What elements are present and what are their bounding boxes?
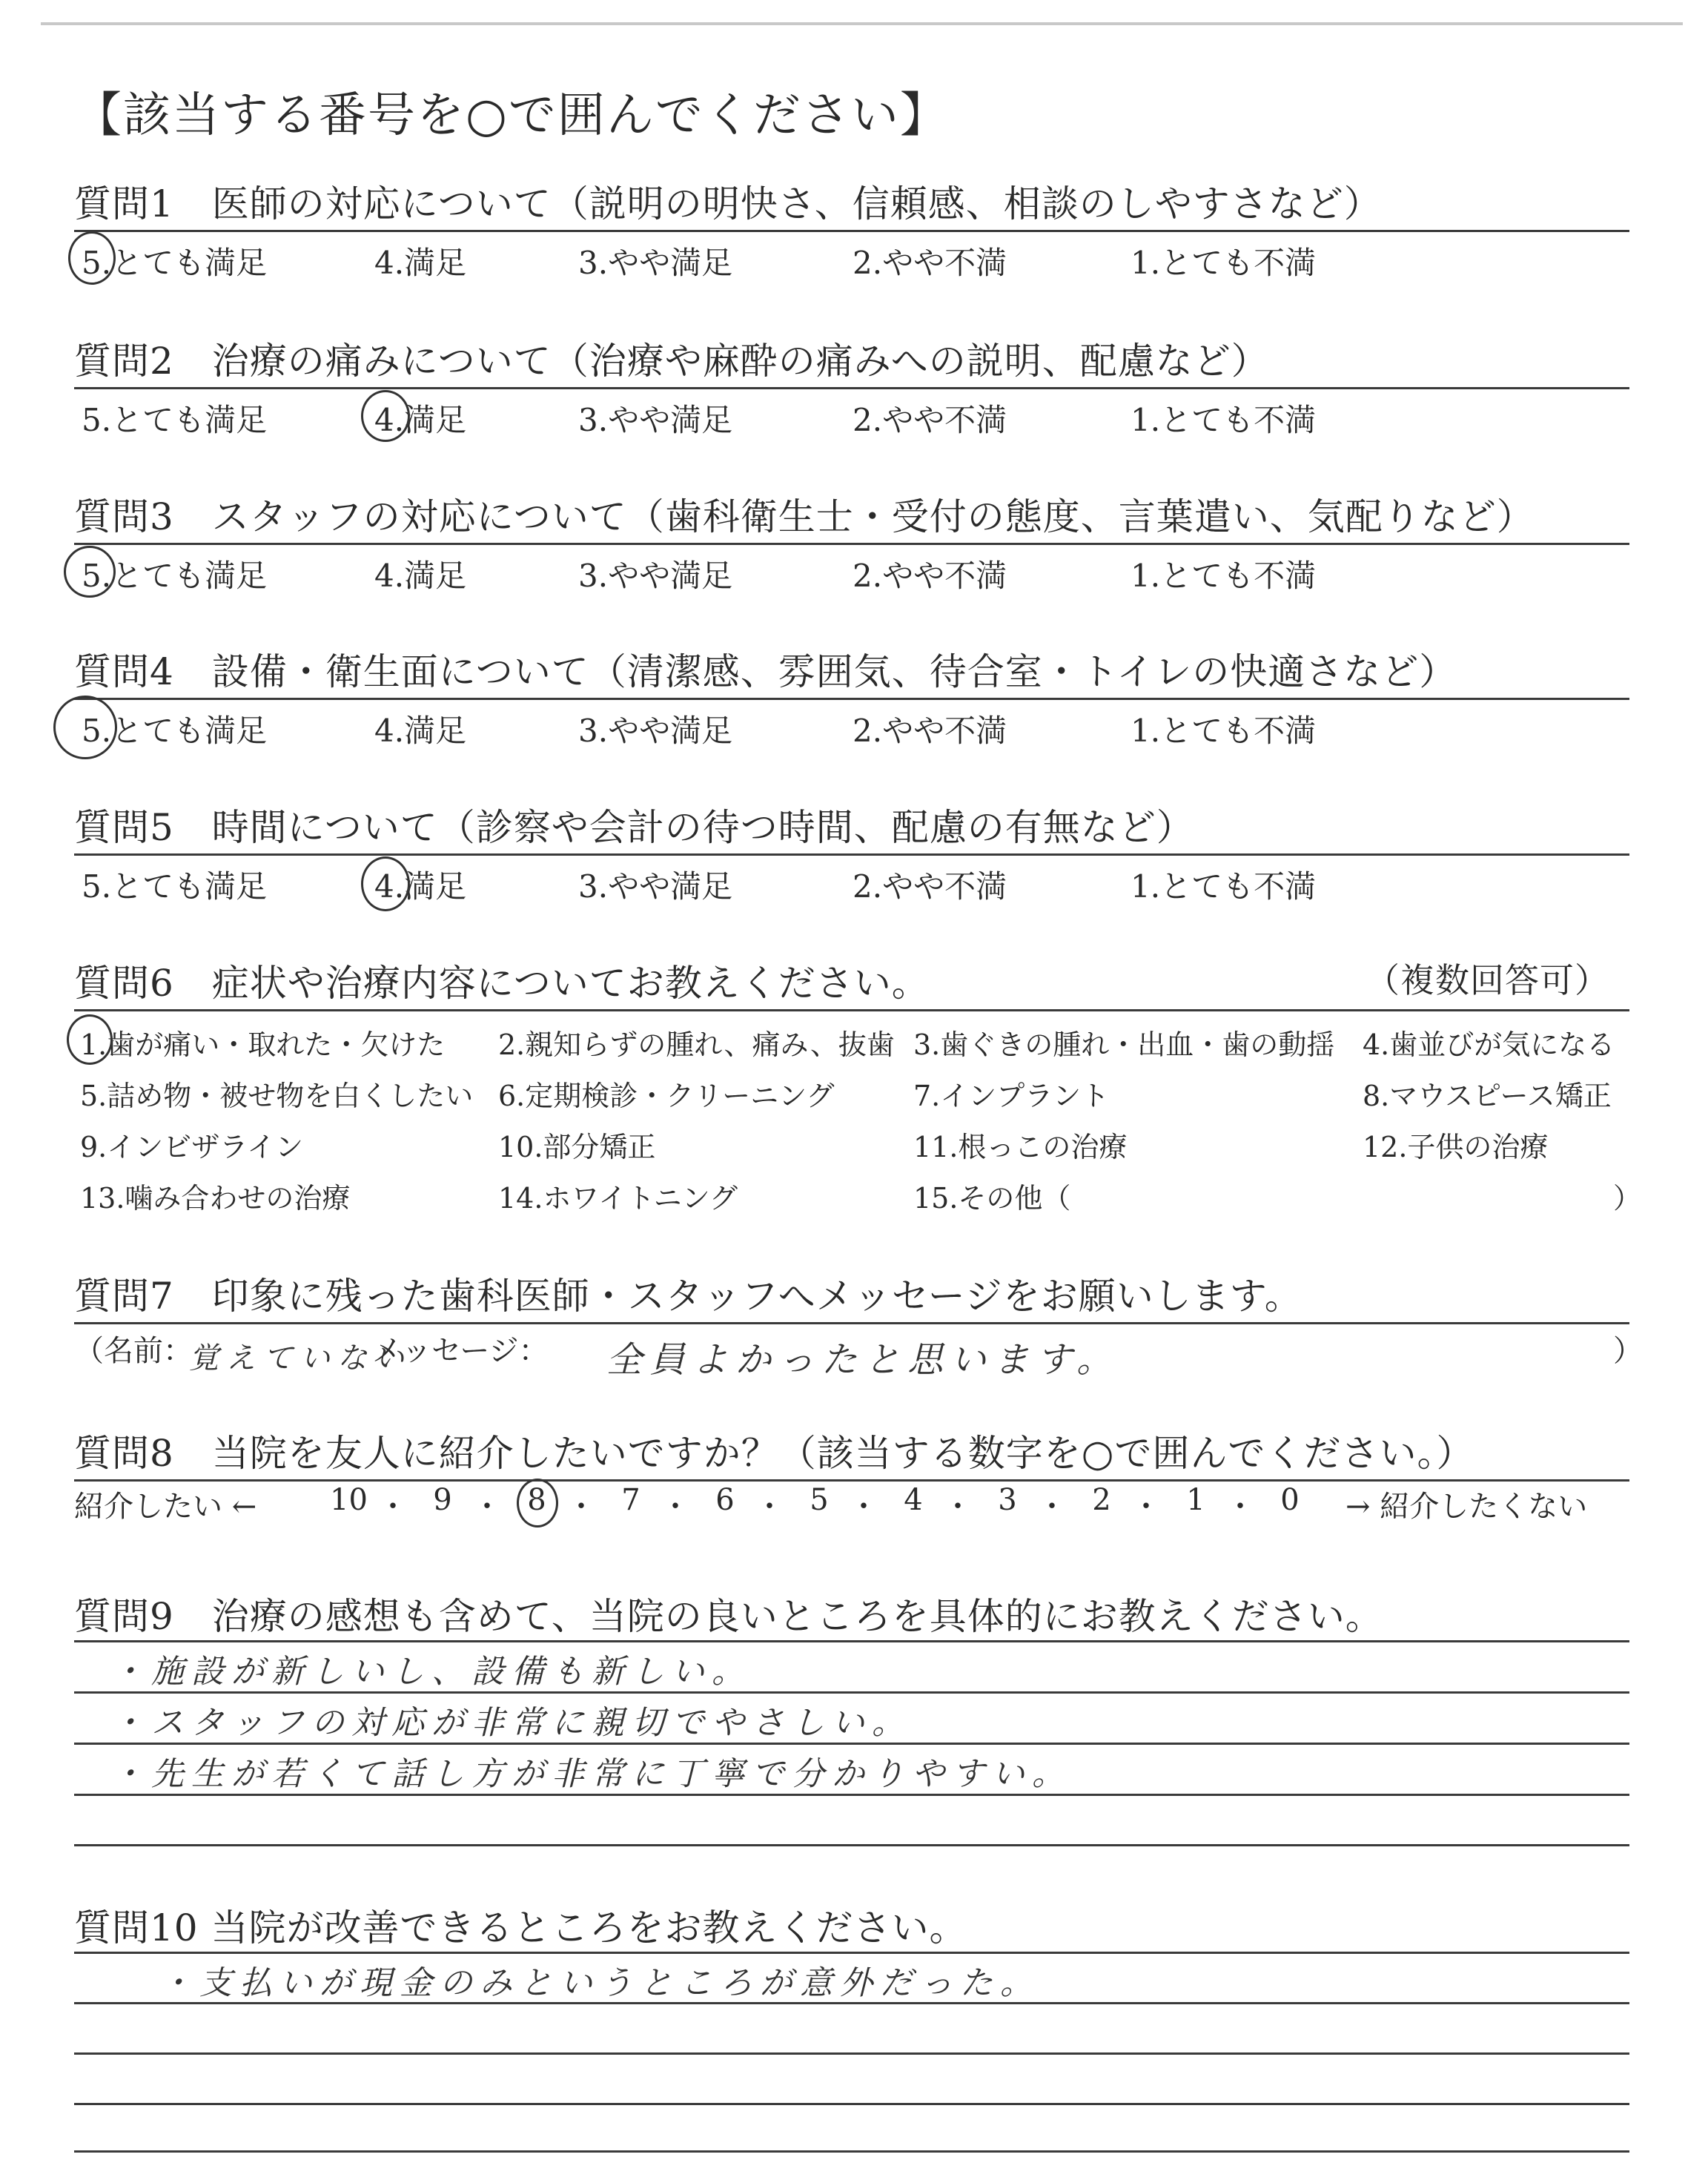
q2-rule	[74, 387, 1629, 389]
q8-scale-1[interactable]: 1	[1186, 1483, 1205, 1517]
q2-selection-circle	[361, 390, 410, 442]
q6-item-9[interactable]: 9.インビザライン	[80, 1131, 304, 1163]
q7-name-label: （名前：	[74, 1334, 193, 1368]
q8-scale-5[interactable]: 5	[810, 1483, 829, 1517]
q8-left-label: 紹介したい ←	[74, 1490, 257, 1524]
q4-selection-circle	[53, 696, 117, 759]
q4-title: 質問4 設備・衛生面について（清潔感、雰囲気、待合室・トイレの快適さなど）	[74, 650, 1457, 693]
q5-option-3[interactable]: 3.やや満足	[578, 868, 733, 905]
q2-title: 質問2 治療の痛みについて（治療や麻酔の痛みへの説明、配慮など）	[74, 340, 1269, 383]
q9-rule-0	[74, 1640, 1629, 1642]
q8-selection-circle	[517, 1479, 558, 1527]
q5-rule	[74, 853, 1629, 856]
q4-option-1[interactable]: 1.とても不満	[1131, 713, 1317, 749]
q6-item-1[interactable]: 1.歯が痛い・取れた・欠けた	[80, 1028, 446, 1061]
q8-scale-7[interactable]: 7	[621, 1483, 640, 1517]
q4-option-2[interactable]: 2.やや不満	[853, 713, 1007, 749]
q6-multiple-note: （複数回答可）	[1366, 960, 1609, 1000]
q10-rule-0	[74, 1952, 1629, 1954]
q2-option-1[interactable]: 1.とても不満	[1131, 402, 1317, 438]
q1-option-1[interactable]: 1.とても不満	[1131, 245, 1317, 281]
q5-title: 質問5 時間について（診察や会計の待つ時間、配慮の有無など）	[74, 806, 1194, 849]
q6-item-13[interactable]: 13.噛み合わせの治療	[80, 1182, 351, 1215]
q10-answer-line-1[interactable]: ・支払いが現金のみというところが意外だった。	[159, 1964, 1040, 2002]
q9-answer-line-2[interactable]: ・スタッフの対応が非常に親切でやさしい。	[111, 1704, 912, 1742]
q8-scale-6[interactable]: 6	[715, 1483, 735, 1517]
scan-top-edge	[41, 22, 1683, 25]
q8-scale-separator: ・	[472, 1490, 502, 1524]
q9-answer-line-3[interactable]: ・先生が若くて話し方が非常に丁寧で分かりやすい。	[111, 1755, 1072, 1793]
q6-item-10[interactable]: 10.部分矯正	[498, 1131, 656, 1163]
form-header: 【該当する番号を○で囲んでください】	[74, 88, 949, 143]
q6-other-close-paren: ）	[1613, 1182, 1642, 1215]
q8-scale-separator: ・	[1225, 1490, 1255, 1524]
q5-option-5[interactable]: 5.とても満足	[82, 868, 268, 905]
q9-rule-2	[74, 1743, 1629, 1745]
q8-scale-separator: ・	[943, 1490, 973, 1524]
q1-selection-circle	[68, 231, 116, 285]
q8-scale-separator: ・	[378, 1490, 408, 1524]
q1-option-5[interactable]: 5.とても満足	[82, 245, 268, 281]
q8-scale-10[interactable]: 10	[330, 1483, 368, 1517]
q5-option-1[interactable]: 1.とても不満	[1131, 868, 1317, 905]
q4-rule	[74, 698, 1629, 700]
q10-rule-4	[74, 2150, 1629, 2153]
q10-rule-2	[74, 2052, 1629, 2055]
q4-option-3[interactable]: 3.やや満足	[578, 713, 733, 749]
q6-item-5[interactable]: 5.詰め物・被せ物を白くしたい	[80, 1080, 474, 1112]
q7-name-value[interactable]: 覚えていない	[189, 1341, 411, 1375]
q6-item-14[interactable]: 14.ホワイトニング	[498, 1182, 738, 1215]
q7-title: 質問7 印象に残った歯科医師・スタッフへメッセージをお願いします。	[74, 1275, 1302, 1318]
q9-rule-1	[74, 1691, 1629, 1694]
q8-scale-separator: ・	[566, 1490, 596, 1524]
q7-message-label: メッセージ：	[372, 1334, 549, 1368]
q10-rule-1	[74, 2002, 1629, 2004]
q9-rule-4	[74, 1844, 1629, 1846]
q8-rule	[74, 1479, 1629, 1482]
q8-scale-separator: ・	[1131, 1490, 1161, 1524]
q6-selection-circle	[67, 1014, 113, 1065]
q1-rule	[74, 230, 1629, 232]
q4-option-5[interactable]: 5.とても満足	[82, 713, 268, 749]
q6-item-15[interactable]: 15.その他（	[913, 1182, 1071, 1215]
q10-rule-3	[74, 2103, 1629, 2105]
q8-scale-8[interactable]: 8	[527, 1483, 546, 1517]
q9-answer-line-1[interactable]: ・施設が新しいし、設備も新しい。	[111, 1653, 752, 1691]
q8-scale-2[interactable]: 2	[1092, 1483, 1111, 1517]
q6-item-7[interactable]: 7.インプラント	[913, 1080, 1110, 1112]
q1-option-3[interactable]: 3.やや満足	[578, 245, 733, 281]
q6-item-6[interactable]: 6.定期検診・クリーニング	[498, 1080, 835, 1112]
q7-message-value[interactable]: 全員よかったと思います。	[606, 1339, 1120, 1381]
q3-option-5[interactable]: 5.とても満足	[82, 558, 268, 594]
q6-item-12[interactable]: 12.子供の治療	[1363, 1131, 1549, 1163]
q3-selection-circle	[64, 546, 116, 598]
q2-option-3[interactable]: 3.やや満足	[578, 402, 733, 438]
q3-option-1[interactable]: 1.とても不満	[1131, 558, 1317, 594]
q3-option-4[interactable]: 4.満足	[374, 558, 467, 594]
q6-item-2[interactable]: 2.親知らずの腫れ、痛み、抜歯	[498, 1028, 895, 1061]
q8-scale-0[interactable]: 0	[1280, 1483, 1300, 1517]
q8-scale-separator: ・	[1037, 1490, 1067, 1524]
q9-rule-3	[74, 1794, 1629, 1796]
q2-option-2[interactable]: 2.やや不満	[853, 402, 1007, 438]
q6-item-8[interactable]: 8.マウスピース矯正	[1363, 1080, 1612, 1112]
q8-scale-4[interactable]: 4	[904, 1483, 923, 1517]
q1-title: 質問1 医師の対応について（説明の明快さ、信頼感、相談のしやすさなど）	[74, 182, 1382, 225]
q2-option-5[interactable]: 5.とても満足	[82, 402, 268, 438]
q8-scale-9[interactable]: 9	[433, 1483, 452, 1517]
q10-title: 質問10 当院が改善できるところをお教えください。	[74, 1906, 967, 1949]
q8-scale-separator: ・	[755, 1490, 784, 1524]
q8-scale-separator: ・	[849, 1490, 878, 1524]
q7-rule	[74, 1322, 1629, 1324]
q6-rule	[74, 1009, 1629, 1011]
q3-title: 質問3 スタッフの対応について（歯科衛生士・受付の態度、言葉遣い、気配りなど）	[74, 495, 1535, 538]
q3-option-2[interactable]: 2.やや不満	[853, 558, 1007, 594]
q8-scale-3[interactable]: 3	[998, 1483, 1017, 1517]
q3-rule	[74, 543, 1629, 545]
q7-close-paren: ）	[1613, 1334, 1643, 1368]
q6-item-11[interactable]: 11.根っこの治療	[913, 1131, 1128, 1163]
q6-title: 質問6 症状や治療内容についてお教えください。	[74, 962, 930, 1005]
q5-option-4[interactable]: 4.満足	[374, 868, 467, 905]
q5-selection-circle	[361, 856, 410, 911]
q4-option-4[interactable]: 4.満足	[374, 713, 467, 749]
q8-right-label: → 紹介したくない	[1345, 1490, 1588, 1524]
q8-title: 質問8 当院を友人に紹介したいですか？（該当する数字を○で囲んでください。）	[74, 1432, 1474, 1475]
q2-option-4[interactable]: 4.満足	[374, 402, 467, 438]
q1-option-2[interactable]: 2.やや不満	[853, 245, 1007, 281]
q3-option-3[interactable]: 3.やや満足	[578, 558, 733, 594]
q6-item-3[interactable]: 3.歯ぐきの腫れ・出血・歯の動揺	[913, 1028, 1335, 1061]
q6-item-4[interactable]: 4.歯並びが気になる	[1363, 1028, 1615, 1061]
q9-title: 質問9 治療の感想も含めて、当院の良いところを具体的にお教えください。	[74, 1595, 1383, 1638]
q1-option-4[interactable]: 4.満足	[374, 245, 467, 281]
q8-scale-separator: ・	[661, 1490, 690, 1524]
q5-option-2[interactable]: 2.やや不満	[853, 868, 1007, 905]
